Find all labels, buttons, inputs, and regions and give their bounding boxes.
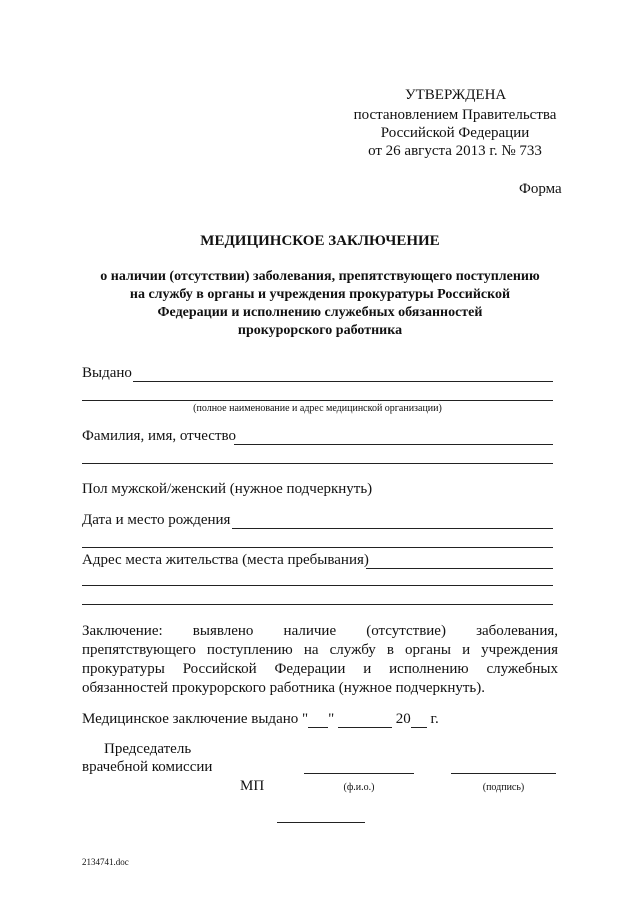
- document-subtitle-3: Федерации и исполнению служебных обязанностей: [157, 305, 483, 320]
- document-subtitle-2: на службу в органы и учреждения прокуратуры Российской: [129, 287, 511, 302]
- address-field-line-3[interactable]: [82, 604, 553, 605]
- issued-label: Выдано: [82, 365, 132, 381]
- sex-label: Пол мужской/женский (нужное подчеркнуть): [82, 481, 373, 497]
- issued-field-line-1[interactable]: [133, 381, 553, 382]
- fio-hint: (ф.и.о.): [343, 782, 375, 793]
- address-label: Адрес места жительства (места пребывания): [82, 552, 369, 568]
- issued-date-quote: ": [328, 711, 335, 727]
- birth-field-line-1[interactable]: [232, 528, 553, 529]
- approval-line-1: постановлением Правительства: [353, 107, 557, 123]
- issued-date-prefix: Медицинское заключение выдано ": [82, 711, 309, 727]
- document-subtitle-4: прокурорского работника: [237, 323, 403, 338]
- address-field-line-2[interactable]: [82, 585, 553, 586]
- issued-year-prefix: 20: [395, 711, 411, 727]
- full-name-field-line-2[interactable]: [82, 463, 553, 464]
- issued-day-field[interactable]: [308, 713, 328, 728]
- document-title: МЕДИЦИНСКОЕ ЗАКЛЮЧЕНИЕ: [200, 233, 440, 249]
- birth-label: Дата и место рождения: [82, 512, 231, 528]
- address-field-line-1[interactable]: [366, 568, 553, 569]
- full-name-field-line-1[interactable]: [234, 444, 553, 445]
- signature-field-line[interactable]: [451, 773, 556, 774]
- full-name-label: Фамилия, имя, отчество: [82, 428, 236, 444]
- document-subtitle-1: о наличии (отсутствии) заболевания, препятствующего поступлению: [100, 269, 540, 284]
- chairman-label-1: Председатель: [104, 741, 192, 757]
- issued-year-field[interactable]: [411, 713, 427, 728]
- fio-field-line[interactable]: [304, 773, 414, 774]
- issued-month-field[interactable]: [338, 713, 392, 728]
- approval-line-3: от 26 августа 2013 г. № 733: [368, 143, 542, 159]
- issued-date-line: [82, 711, 439, 728]
- approval-heading: УТВЕРЖДЕНА: [405, 87, 507, 103]
- form-label: Форма: [519, 181, 562, 197]
- signature-hint: (подпись): [482, 782, 525, 793]
- extra-underline[interactable]: [277, 822, 365, 823]
- stamp-label: МП: [240, 778, 265, 794]
- chairman-label-2: врачебной комиссии: [82, 759, 213, 775]
- issued-hint: (полное наименование и адрес медицинской организации): [193, 403, 442, 414]
- issued-year-suffix: г.: [430, 711, 439, 727]
- conclusion-text: Заключение: выявлено наличие (отсутствие) заболевания, препятствующего поступлению на службу в органы и учреждения прокуратуры Российской Федерации и исполнению служебных обязанностей прокурорского работника (нужное подчеркнуть).: [82, 623, 558, 696]
- footer-file-name: 2134741.doc: [82, 857, 129, 867]
- approval-line-2: Российской Федерации: [380, 125, 530, 141]
- issued-field-line-2[interactable]: [82, 400, 553, 401]
- birth-field-line-2[interactable]: [82, 547, 553, 548]
